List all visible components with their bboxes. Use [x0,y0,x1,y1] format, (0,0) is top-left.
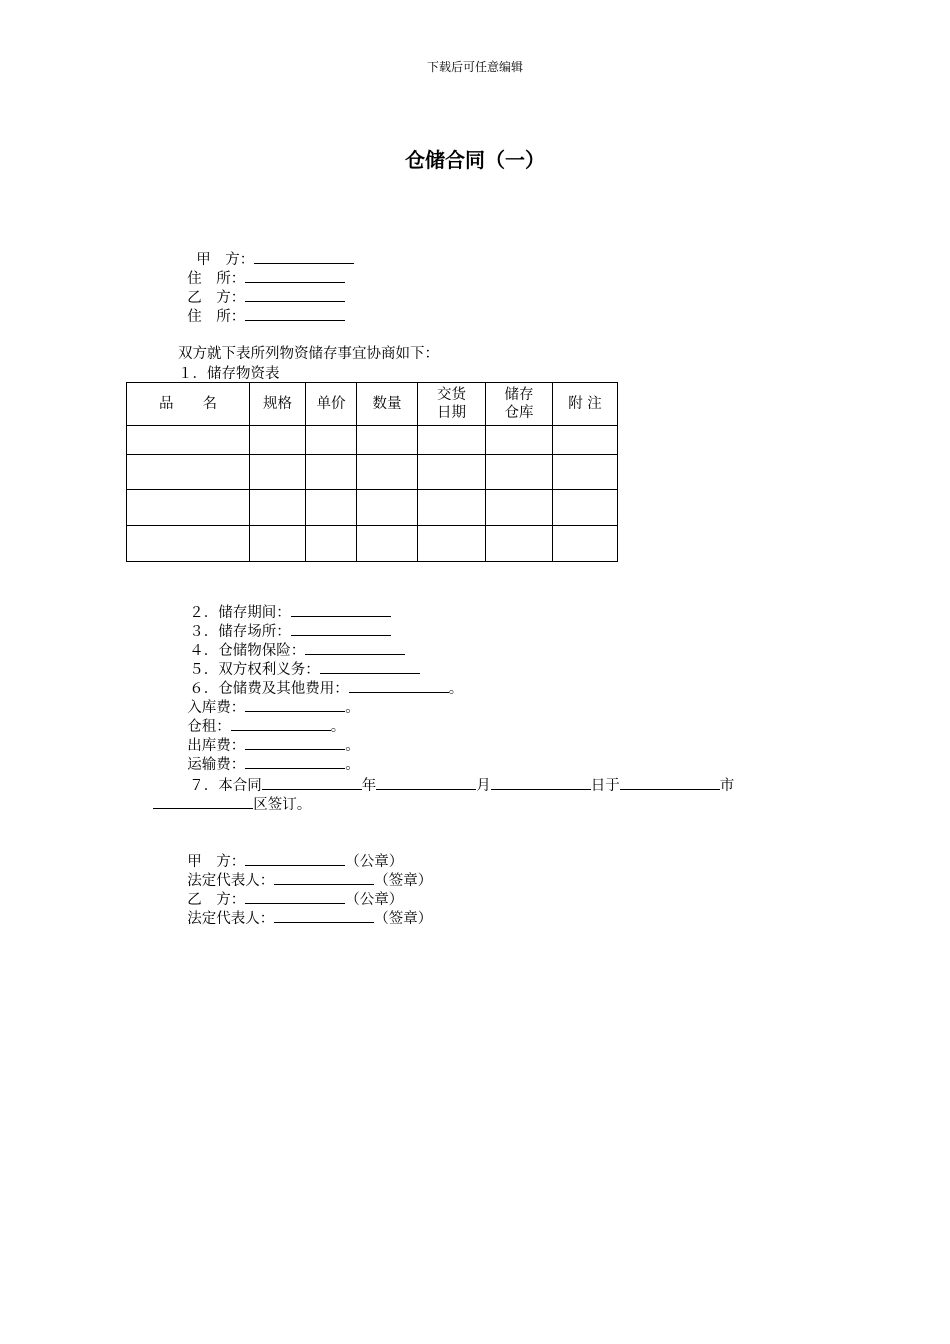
item-7-cont-line [144,776,311,815]
col-header-notes: 附 注 [553,383,618,426]
month-label: 月 [476,778,491,794]
table-cell[interactable] [127,490,250,526]
month-blank[interactable] [376,776,476,790]
party-a-address-label: 住 所： [187,271,246,287]
party-b-address-blank[interactable] [245,307,345,321]
party-b-address-line [178,288,345,327]
item-2-label: ２．储存期间： [189,605,291,621]
party-b-label: 乙 方： [187,290,246,306]
sign-b-seal: （公章） [345,892,404,908]
sign-a-rep-label: 法定代表人： [187,873,275,889]
table-cell[interactable] [418,455,486,490]
table-row [127,490,618,526]
fee-transport-label: 运输费： [187,757,246,773]
fee-transport-period: 。 [345,757,360,773]
section-1-title: １．储存物资表 [178,366,280,382]
table-cell[interactable] [250,526,306,562]
table-header-row [127,383,618,426]
fee-outbound-period: 。 [345,738,360,754]
party-b-address-label: 住 所： [187,309,246,325]
table-row [127,526,618,562]
document-title: 仓储合同（一） [405,148,545,172]
page-header: 下载后可任意编辑 [426,60,523,74]
table-cell[interactable] [306,490,357,526]
city-blank[interactable] [620,776,720,790]
col-header-spec: 规格 [250,383,306,426]
table-cell[interactable] [357,426,418,455]
col-header-price: 单价 [306,383,357,426]
table-cell[interactable] [418,526,486,562]
city-label: 市 [719,778,735,794]
table-cell[interactable] [357,455,418,490]
table-cell[interactable] [418,426,486,455]
table-cell[interactable] [486,526,553,562]
goods-table [126,382,618,562]
table-cell[interactable] [357,490,418,526]
table-cell[interactable] [306,426,357,455]
table-cell[interactable] [306,455,357,490]
table-cell[interactable] [127,455,250,490]
item-5-label: ５．双方权利义务： [189,662,320,678]
sign-a-seal: （公章） [345,854,404,870]
table-cell[interactable] [250,426,306,455]
col-header-name: 品 名 [127,383,250,426]
table-cell[interactable] [306,526,357,562]
table-cell[interactable] [486,455,553,490]
item-3-label: ３．储存场所： [189,624,291,640]
item-7-label: ７．本合同 [189,778,262,794]
table-cell[interactable] [250,455,306,490]
col-header-quantity: 数量 [357,383,418,426]
sign-b-rep-sig: （签章） [374,911,433,927]
district-label: 区签订。 [253,797,312,813]
party-a-label: 甲 方： [196,252,255,268]
day-blank[interactable] [491,776,591,790]
item-4-label: ４．仓储物保险： [189,643,306,659]
intro-text: 双方就下表所列物资储存事宜协商如下： [178,346,439,362]
col-header-warehouse: 储存 仓库 [486,383,553,426]
table-cell[interactable] [357,526,418,562]
table-row [127,426,618,455]
table-cell[interactable] [486,426,553,455]
table-cell[interactable] [250,490,306,526]
year-label: 年 [361,778,377,794]
sign-b-rep-label: 法定代表人： [187,911,275,927]
table-cell[interactable] [418,490,486,526]
fees-blank[interactable] [349,679,449,693]
table-cell[interactable] [486,490,553,526]
sign-b-label: 乙 方： [187,892,246,908]
fee-outbound-label: 出库费： [187,738,246,754]
fee-rent-period: 。 [330,719,346,735]
fee-rent-label: 仓租： [187,719,231,735]
sign-a-label: 甲 方： [187,854,246,870]
sign-a-rep-sig: （签章） [374,873,433,889]
sign-b-rep-blank[interactable] [274,909,374,923]
table-cell[interactable] [553,490,618,526]
fee-inbound-period: 。 [345,700,360,716]
col-header-delivery-date: 交货 日期 [418,383,486,426]
table-cell[interactable] [127,426,250,455]
district-blank[interactable] [153,795,253,809]
table-cell[interactable] [553,455,618,490]
sign-b-rep-line [178,890,432,929]
table-cell[interactable] [553,526,618,562]
day-label: 日于 [590,778,620,794]
item-6-label: ６．仓储费及其他费用： [189,681,349,697]
table-row [127,455,618,490]
table-cell[interactable] [553,426,618,455]
fee-inbound-label: 入库费： [187,700,246,716]
table-cell[interactable] [127,526,250,562]
item-6-period: 。 [448,681,464,697]
